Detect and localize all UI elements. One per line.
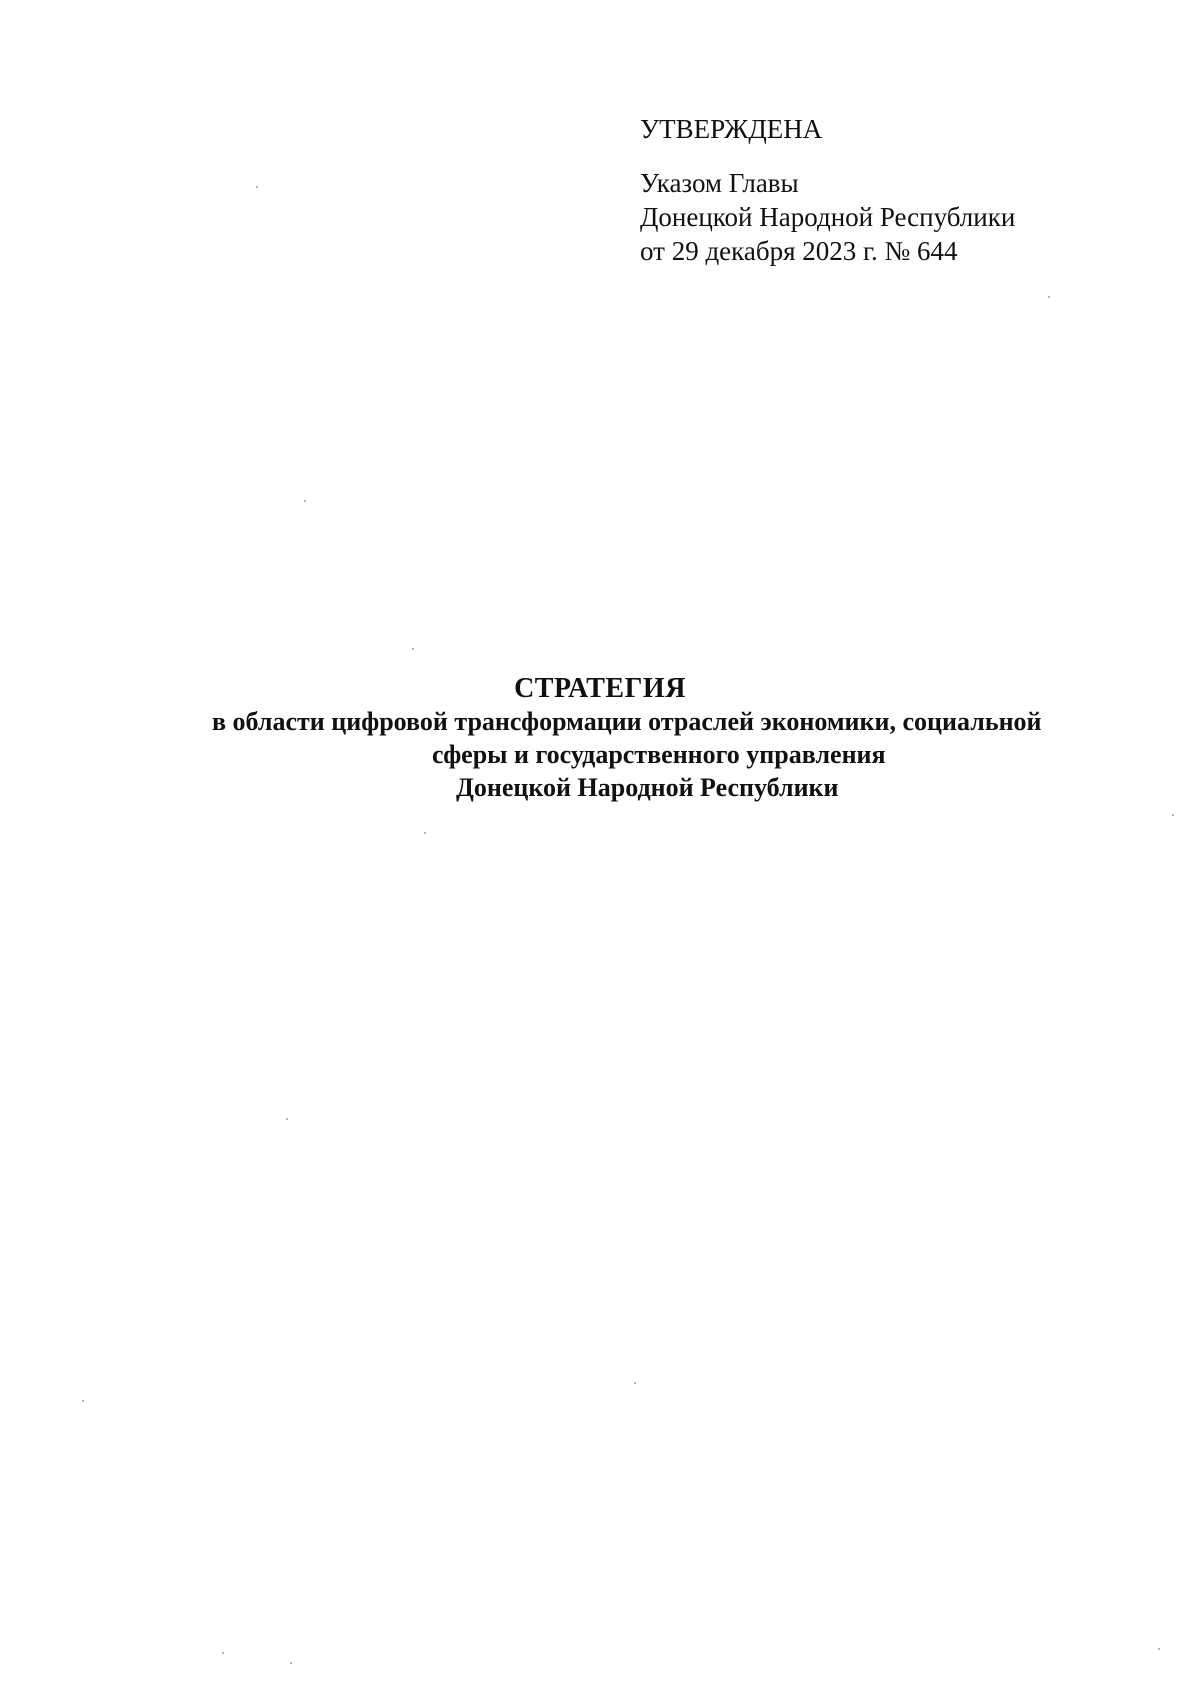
approval-line-date: от 29 декабря 2023 г. № 644 [640,236,958,266]
approval-block [640,112,1120,268]
approval-line-republic: Донецкой Народной Республики [640,202,1016,232]
scan-speck [222,1652,224,1654]
approval-line-decree: Указом Главы [640,168,799,198]
scan-speck [1172,814,1174,816]
scan-speck [412,648,414,650]
scan-speck [304,500,306,502]
scan-speck [634,1382,636,1384]
document-subtitle-line-1: в области цифровой трансформации отраслей экономики, социальной [212,707,1042,736]
approval-stamp: УТВЕРЖДЕНА [640,114,823,144]
document-subtitle-line-3: Донецкой Народной Республики [456,773,839,802]
scan-speck [286,1118,288,1120]
scan-speck [82,1400,84,1402]
document-heading: СТРАТЕГИЯ [514,673,686,704]
scan-speck [1158,1648,1160,1650]
scan-speck [1048,296,1050,298]
scan-speck [290,1662,292,1664]
scan-speck [256,186,258,188]
document-subtitle-line-2: сферы и государственного управления [432,740,886,769]
scan-speck [424,832,426,834]
